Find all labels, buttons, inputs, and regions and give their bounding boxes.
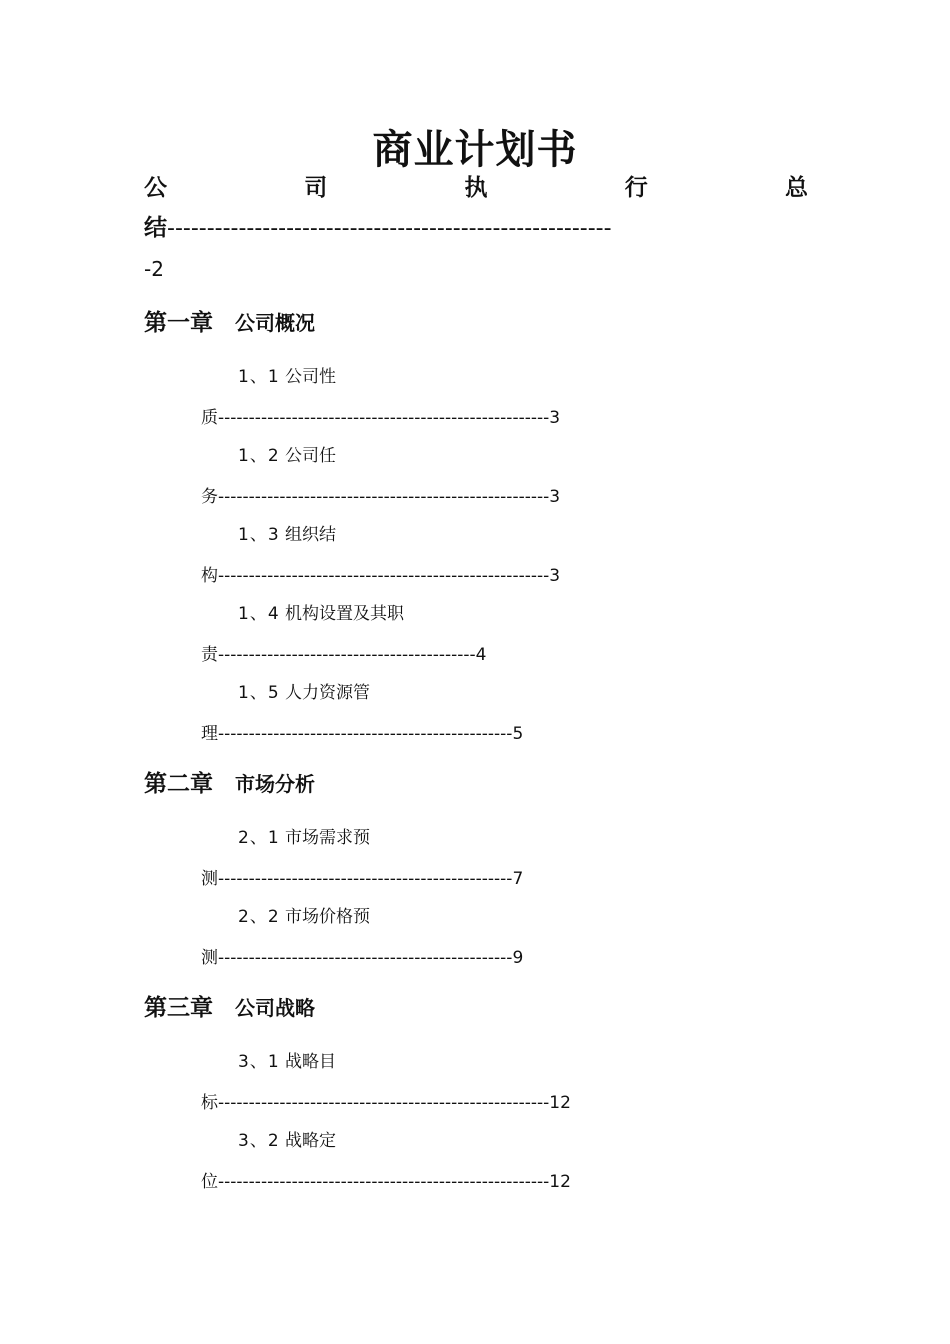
toc-section: [238, 1129, 336, 1153]
section-title-end: 务: [201, 487, 218, 507]
toc-summary-page: -2: [144, 257, 164, 281]
section-title: 组织结: [285, 525, 337, 545]
section-title-end: 责: [201, 645, 218, 665]
chapter-label: 第三章: [144, 995, 213, 1021]
section-title-end: 测: [201, 869, 218, 889]
section-title-end: 标: [201, 1093, 218, 1113]
chapter-label: 第一章: [144, 310, 213, 336]
toc-leader-line: [201, 485, 560, 509]
chapter-title: 公司概况: [235, 311, 315, 335]
toc-section: [238, 602, 404, 626]
toc-leader: ------------------------------------------------: [218, 869, 513, 889]
document-title: 商业计划书: [372, 126, 578, 173]
toc-summary-heading: [144, 172, 808, 204]
section-title: 战略目: [285, 1052, 337, 1072]
page-number: 9: [512, 948, 524, 968]
toc-section: [238, 523, 336, 547]
section-number: 1、2: [238, 446, 280, 466]
toc-section: [238, 365, 336, 389]
toc-leader: ------------------------------------------------: [218, 724, 513, 744]
section-number: 1、5: [238, 683, 280, 703]
section-number: 2、2: [238, 907, 280, 927]
toc-leader: ------------------------------------------------------: [218, 566, 550, 586]
toc-leader: ------------------------------------------------------: [218, 487, 550, 507]
section-number: 1、3: [238, 525, 280, 545]
page-number: 12: [549, 1172, 571, 1192]
page-number: 3: [549, 566, 561, 586]
toc-section: [238, 905, 370, 929]
section-number: 3、2: [238, 1131, 280, 1151]
section-title: 机构设置及其职: [285, 604, 405, 624]
chapter-title: 市场分析: [235, 772, 315, 796]
toc-leader-line: [201, 564, 560, 588]
chapter-label: 第二章: [144, 771, 213, 797]
chapter-heading: [144, 991, 315, 1025]
page-number: 4: [475, 645, 487, 665]
summary-char: 公: [144, 175, 167, 201]
toc-leader: ------------------------------------------: [218, 645, 476, 665]
toc-leader-line: [201, 867, 523, 891]
toc-leader-line: [201, 946, 523, 970]
summary-char: 结: [144, 215, 167, 241]
summary-char: 司: [304, 175, 328, 201]
section-number: 1、1: [238, 367, 280, 387]
chapter-title: 公司战略: [235, 996, 315, 1020]
toc-leader-line: [201, 406, 560, 430]
page-number: 3: [549, 408, 561, 428]
toc-summary-leader-line: [144, 212, 808, 245]
section-title: 人力资源管: [285, 683, 371, 703]
section-number: 3、1: [238, 1052, 280, 1072]
section-title: 战略定: [285, 1131, 337, 1151]
section-title-end: 构: [201, 566, 218, 586]
section-number: 2、1: [238, 828, 280, 848]
toc-leader: ------------------------------------------------: [218, 948, 513, 968]
toc-leader: --------------------------------------------------------: [167, 216, 612, 241]
section-title-end: 理: [201, 724, 218, 744]
summary-char: 执: [464, 175, 488, 201]
section-title-end: 质: [201, 408, 218, 428]
page-number: 3: [549, 487, 561, 507]
section-title: 市场价格预: [285, 907, 371, 927]
summary-char: 行: [624, 175, 648, 201]
section-title: 公司任: [285, 446, 337, 466]
toc-leader-line: [201, 643, 486, 667]
toc-section: [238, 681, 370, 705]
page-number: 5: [512, 724, 524, 744]
toc-leader-line: [201, 1091, 571, 1115]
section-number: 1、4: [238, 604, 280, 624]
section-title: 市场需求预: [285, 828, 371, 848]
section-title-end: 测: [201, 948, 218, 968]
toc-section: [238, 444, 336, 468]
chapter-heading: [144, 767, 315, 801]
section-title: 公司性: [285, 367, 337, 387]
page-number: 12: [549, 1093, 571, 1113]
toc-leader: ------------------------------------------------------: [218, 1093, 550, 1113]
toc-section: [238, 1050, 336, 1074]
section-title-end: 位: [201, 1172, 218, 1192]
page-number: 7: [512, 869, 524, 889]
toc-leader-line: [201, 722, 523, 746]
toc-leader: ------------------------------------------------------: [218, 1172, 550, 1192]
chapter-heading: [144, 306, 315, 340]
toc-leader-line: [201, 1170, 571, 1194]
summary-char: 总: [785, 175, 808, 201]
toc-section: [238, 826, 370, 850]
toc-leader: ------------------------------------------------------: [218, 408, 550, 428]
